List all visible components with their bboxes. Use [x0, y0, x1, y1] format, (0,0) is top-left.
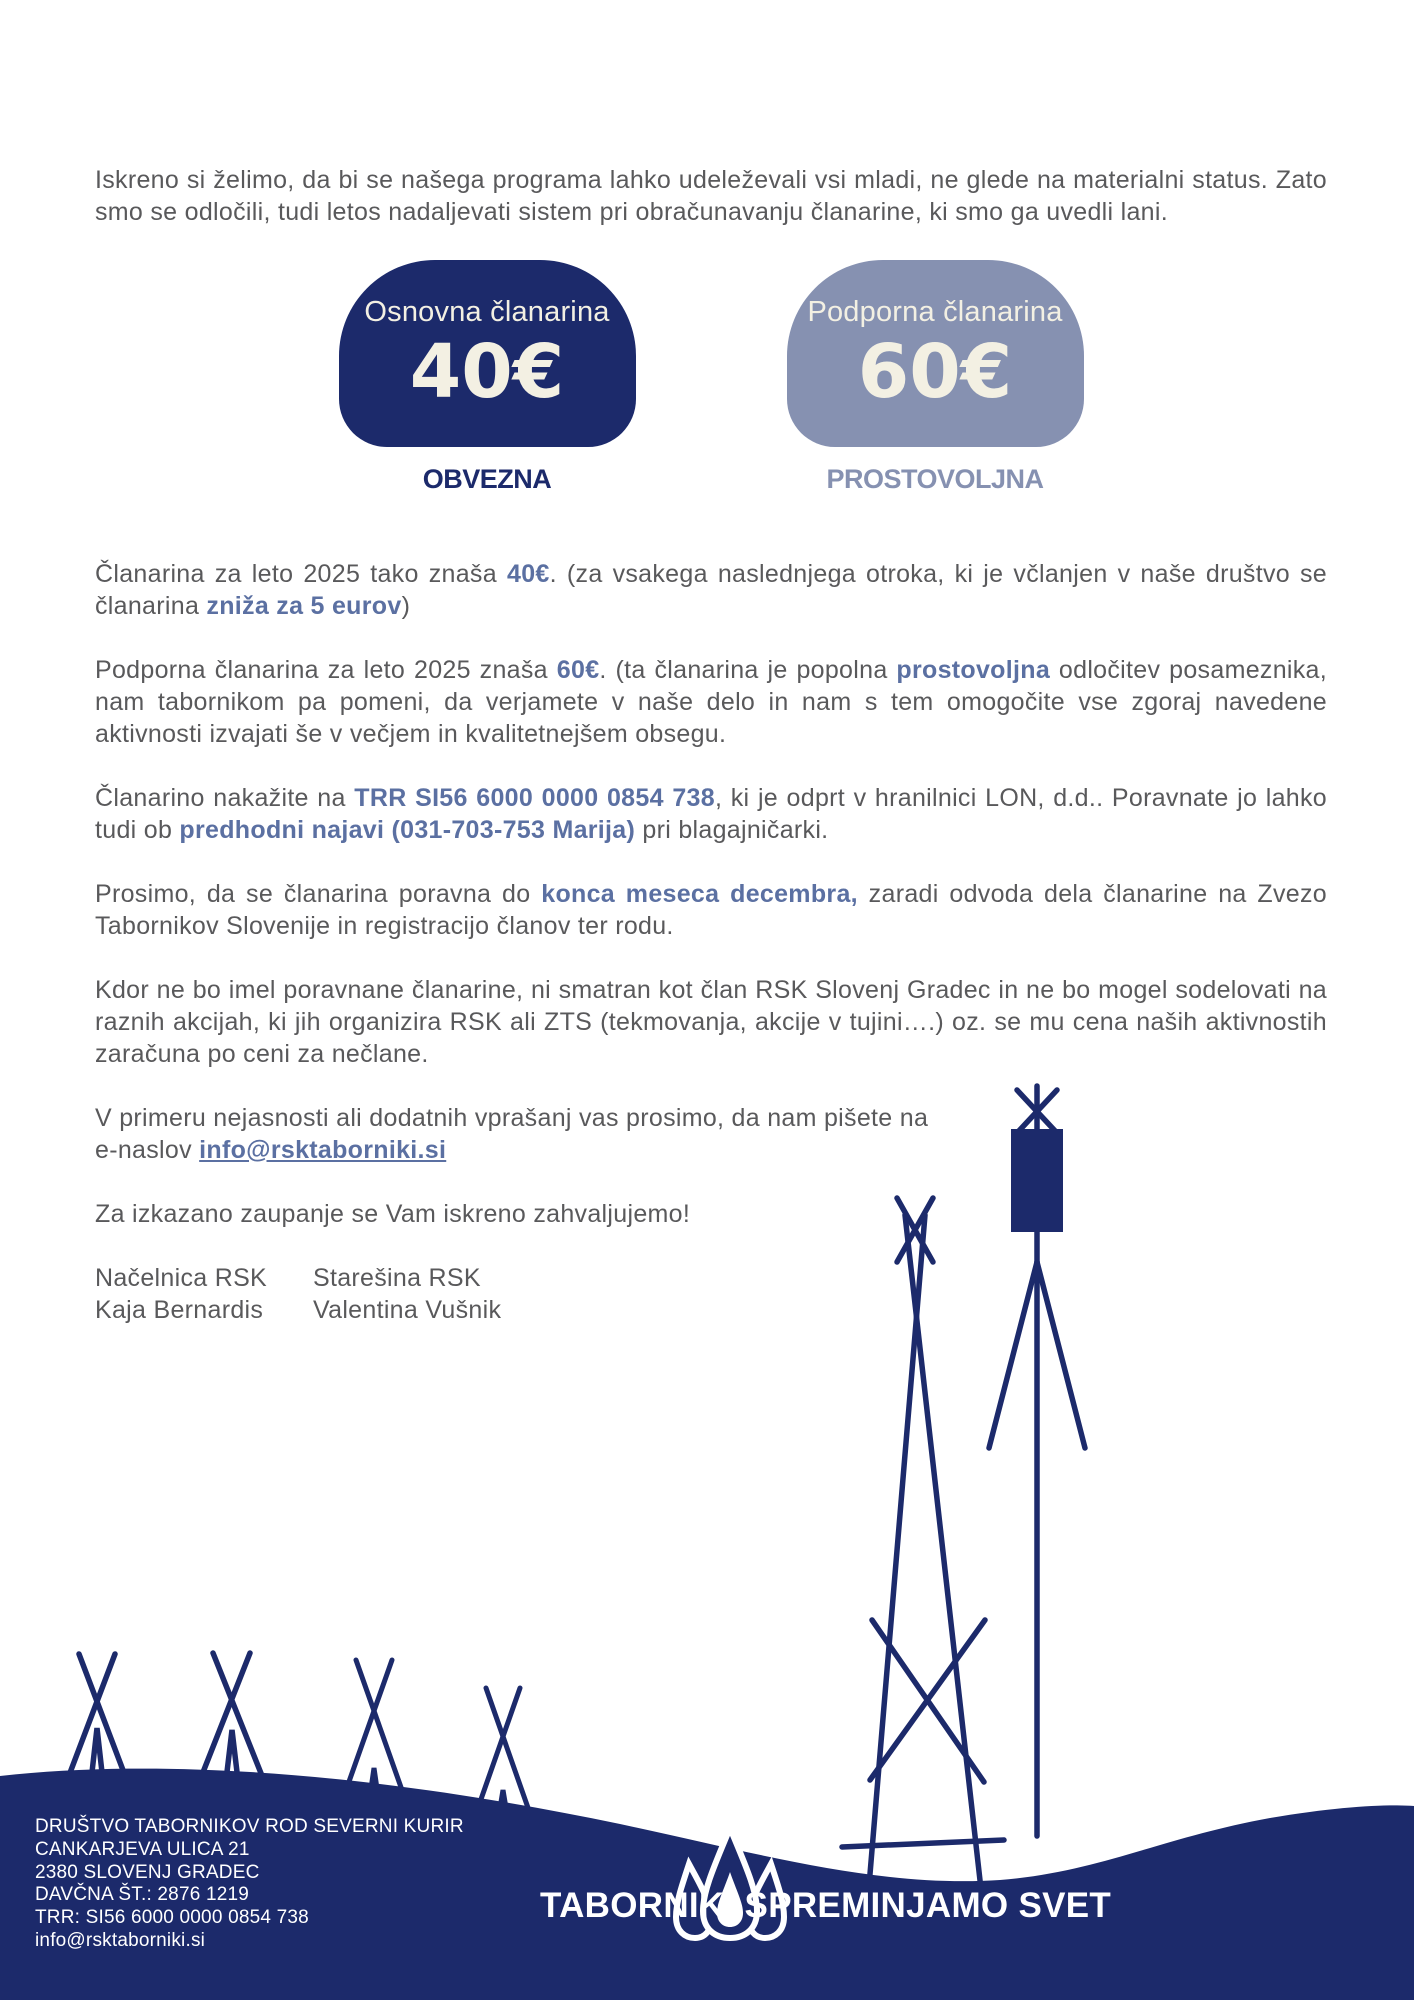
text-run: TRR SI56 6000 0000 0854 738 — [354, 784, 715, 812]
text-run: Kdor ne bo imel poravnane članarine, ni smatran kot član RSK Slovenj Gradec in ne bo mogel sodelovati na raznih akcijah, ki jih organizira RSK ali ZTS (tekmovanja, akcije v tujini….) oz. se mu cena naših aktivnostih zaračuna po ceni za nečlane. — [95, 976, 1327, 1068]
payment-instructions-paragraph — [95, 782, 1327, 846]
text-run: ) — [401, 592, 411, 620]
text-run: pri blagajničarki. — [635, 816, 829, 844]
text-run: Članarina za leto 2025 tako znaša — [95, 560, 507, 588]
support-fee-badge — [787, 260, 1084, 447]
basic-fee-amount: 40€ — [409, 329, 565, 416]
text-run: . (za vsakega naslednjega otroka, ki je včlanjen v naše društvo se članarina — [95, 560, 1327, 620]
org-name: DRUŠTVO TABORNIKOV ROD SEVERNI KURIR — [35, 1816, 464, 1837]
basic-fee-badge — [339, 260, 636, 447]
org-tax-number: DAVČNA ŠT.: 2876 1219 — [35, 1884, 250, 1906]
text-run: 60€ — [556, 656, 600, 684]
text-run: odločitev posameznika, nam tabornikom pa pomeni, da verjamete v naše delo in nam s tem omogočite vse zgoraj navedene aktivnosti izvajati še v večjem in kvalitetnejšem obsegu. — [95, 656, 1327, 748]
text-run: zniža za 5 eurov — [206, 592, 402, 620]
text-run: Prosimo, da se članarina poravna do — [95, 880, 542, 908]
basic-fee-title: Osnovna članarina — [364, 296, 610, 329]
text-run: V primeru nejasnosti ali dodatnih vprašanj vas prosimo, da nam pišete na — [95, 1104, 929, 1132]
support-fee-column — [787, 260, 1084, 495]
deadline-paragraph — [95, 878, 1327, 942]
slogan: TABORNIKI SPREMINJAMO SVET — [540, 1886, 1112, 1925]
intro-paragraph — [95, 164, 1327, 228]
text-run: Za izkazano zaupanje se Vam iskreno zahvaljujemo! — [95, 1200, 691, 1228]
text-run: Podporna članarina za leto 2025 znaša — [95, 656, 557, 684]
organization-details — [35, 1816, 464, 1953]
org-street: CANKARJEVA ULICA 21 — [35, 1838, 250, 1860]
signature-name-1: Kaja Bernardis — [95, 1296, 264, 1324]
email-link[interactable]: info@rsktaborniki.si — [199, 1136, 447, 1164]
text-run: e-naslov — [95, 1136, 200, 1164]
support-fee-paragraph — [95, 654, 1327, 750]
flag-pole-icon — [989, 1086, 1085, 1836]
org-email: info@rsktaborniki.si — [35, 1929, 206, 1951]
org-bank-account: TRR: SI56 6000 0000 0854 738 — [35, 1907, 309, 1929]
signal-tower-icon — [842, 1198, 1004, 1898]
basic-fee-label: OBVEZNA — [422, 464, 552, 494]
basic-fee-column — [339, 260, 636, 495]
signature-name-2: Valentina Vušnik — [313, 1296, 502, 1324]
membership-fee-badges — [95, 260, 1327, 495]
basic-fee-paragraph — [95, 558, 1327, 622]
text-run: prostovoljna — [896, 656, 1051, 684]
support-fee-title: Podporna članarina — [807, 296, 1063, 329]
support-fee-amount: 60€ — [857, 329, 1013, 416]
text-run: predhodni najavi (031-703-753 Marija) — [179, 816, 636, 844]
text-run: Članarino nakažite na — [95, 784, 355, 812]
text-run: , ki je odprt v hranilnici LON, d.d.. Poravnate jo lahko tudi ob — [95, 784, 1327, 844]
text-run: Iskreno si želimo, da bi se našega programa lahko udeleževali vsi mladi, ne glede na materialni status. Zato smo se odločili, tudi letos nadaljevati sistem pri obračunavanju članarine, ki smo ga uvedli lani. — [95, 166, 1327, 226]
signature-title-1: Načelnica RSK — [95, 1264, 268, 1292]
text-run: . (ta članarina je popolna — [599, 656, 897, 684]
text-run: konca meseca decembra, — [541, 880, 858, 908]
signature-title-2: Starešina RSK — [313, 1264, 481, 1292]
text-run: zaradi odvoda dela članarine na Zvezo Tabornikov Slovenije in registracijo članov ter rodu. — [95, 880, 1327, 940]
support-fee-label: PROSTOVOLJNA — [826, 464, 1044, 494]
text-run: 40€ — [506, 560, 550, 588]
org-city: 2380 SLOVENJ GRADEC — [35, 1861, 260, 1883]
